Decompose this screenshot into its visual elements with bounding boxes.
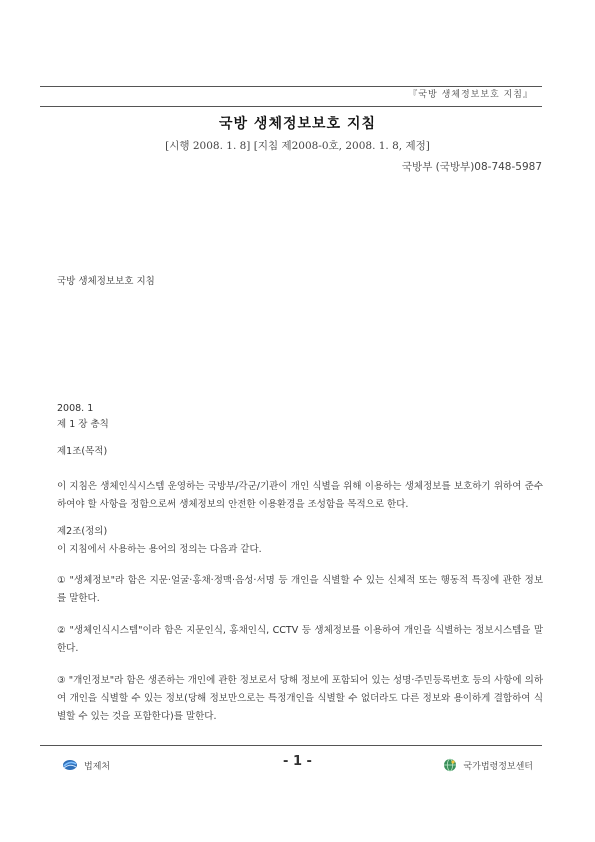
- law-name: 국방 생체정보보호 지침: [57, 276, 155, 287]
- document-title: 국방 생체정보보호 지침: [219, 116, 376, 132]
- article-1-body: 이 지침은 생체인식시스템 운영하는 국방부/각군/기관이 개인 식별을 위해 이용하는 생체정보를 보호하기 위하여 준수하여야 할 사항을 정함으로써 생체정보의 안전한 이용환경을 조성함을 목적으로 한다.: [57, 481, 543, 510]
- ministry-contact: 국방부 (국방부)08-748-5987: [401, 161, 542, 173]
- definition-1: ① "생체정보"라 함은 지문·얼굴·홍채·정맥·음성·서명 등 개인을 식별할 수 있는 신체적 또는 행동적 특징에 관한 정보를 말한다.: [57, 575, 543, 604]
- globe-logo-icon: [443, 758, 457, 772]
- definition-3: ③ "개인정보"라 함은 생존하는 개인에 관한 정보로서 당해 정보에 포함되어 있는 성명·주민등록번호 등의 사항에 의하여 개인을 식별할 수 있는 정보(당해 정보만으로는 특정개인을 식별할 수 없더라도 다른 정보와 용이하게 결합하여 식별할 수 있는 것을 포함한다)를 말한다.: [57, 675, 543, 722]
- header-bottom-rule: [40, 106, 542, 107]
- article-2-intro: 이 지침에서 사용하는 용어의 정의는 다음과 같다.: [57, 544, 262, 555]
- definition-2: ② "생체인식시스템"이라 함은 지문인식, 홍채인식, CCTV 등 생체정보를 이용하여 개인을 식별하는 정보시스템을 말한다.: [57, 625, 543, 654]
- footer-left-label: 법제처: [84, 761, 111, 772]
- footer-right-logo: [443, 758, 533, 772]
- footer-right-label: 국가법령정보센터: [463, 761, 533, 772]
- page-number: - 1 -: [283, 754, 312, 769]
- enforcement-info: [시행 2008. 1. 8] [지침 제2008-0호, 2008. 1. 8, 제정]: [165, 140, 430, 152]
- issue-date: 2008. 1: [57, 403, 94, 414]
- footer-rule: [40, 745, 542, 746]
- article-1-title: 제1조(목적): [57, 446, 108, 457]
- header-tag: 『국방 생체정보보호 지침』: [408, 90, 533, 100]
- chapter-heading: 제 1 장 총칙: [57, 419, 109, 430]
- article-2-title: 제2조(정의): [57, 526, 108, 537]
